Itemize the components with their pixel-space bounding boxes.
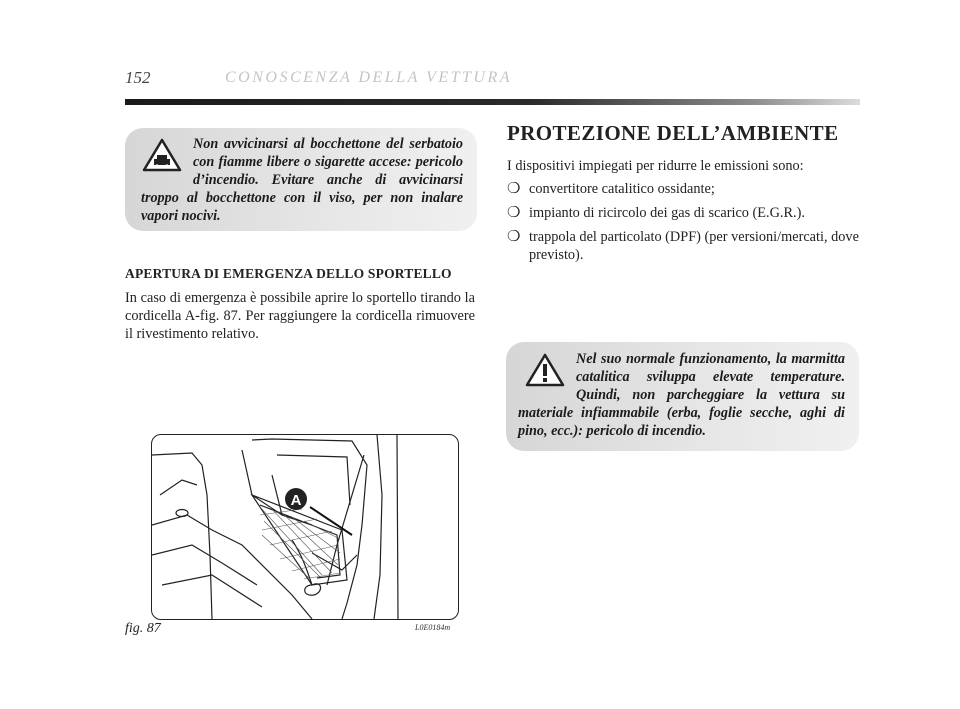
list-item [507,180,859,198]
environment-heading: PROTEZIONE DELL’AMBIENTE [507,121,839,145]
list-item [507,204,859,222]
catalyst-warning-box [506,342,859,451]
emergency-paragraph: In caso di emergenza è possibile aprire lo sportello tirando la cordicella A-fig. 87. Per raggiungere la cordicella rimuovere il rivestimento relativo. [125,290,475,342]
catalyst-warning-text: Nel suo normale funzionamento, la marmitta catalitica sviluppa elevate temperature. Quindi, non parcheggiare la vettura su materiale infiammabile (erba, foglie secche, aghi di pino, ecc.): pericolo di incendio. [518,351,845,439]
section-title: CONOSCENZA DELLA VETTURA [225,69,513,86]
fuel-warning-text: Non avvicinarsi al bocchettone del serbatoio con fiamme libere o sigarette accese: pericolo d’incendio. Evitare anche di avvicinarsi troppo al bocchettone con il viso, per non inalare vapori nocivi. [141,136,463,224]
list-item [507,228,859,264]
environment-intro: I dispositivi impiegati per ridurre le emissioni sono: [507,158,804,174]
fuel-warning-icon [141,137,183,173]
fuel-warning-box [125,128,477,231]
bullet-icon: ❍ [507,181,521,197]
list-item-text: trappola del particolato (DPF) (per versioni/mercati, dove previsto). [529,229,859,263]
header-rule [125,99,860,105]
general-warning-icon [524,352,566,388]
page-number: 152 [125,68,151,87]
emission-devices-list [507,180,859,270]
figure-code: L0E0184m [415,623,451,632]
emergency-heading: APERTURA DI EMERGENZA DELLO SPORTELLO [125,266,452,281]
figure-label: fig. 87 [125,621,161,636]
callout-a: A [290,492,302,509]
list-item-text: convertitore catalitico ossidante; [529,181,715,197]
list-item-text: impianto di ricircolo dei gas di scarico (E.G.R.). [529,205,805,221]
bullet-icon: ❍ [507,205,521,221]
bullet-icon: ❍ [507,229,521,245]
door-interior-drawing [152,435,458,619]
figure-87-illustration [151,434,459,620]
